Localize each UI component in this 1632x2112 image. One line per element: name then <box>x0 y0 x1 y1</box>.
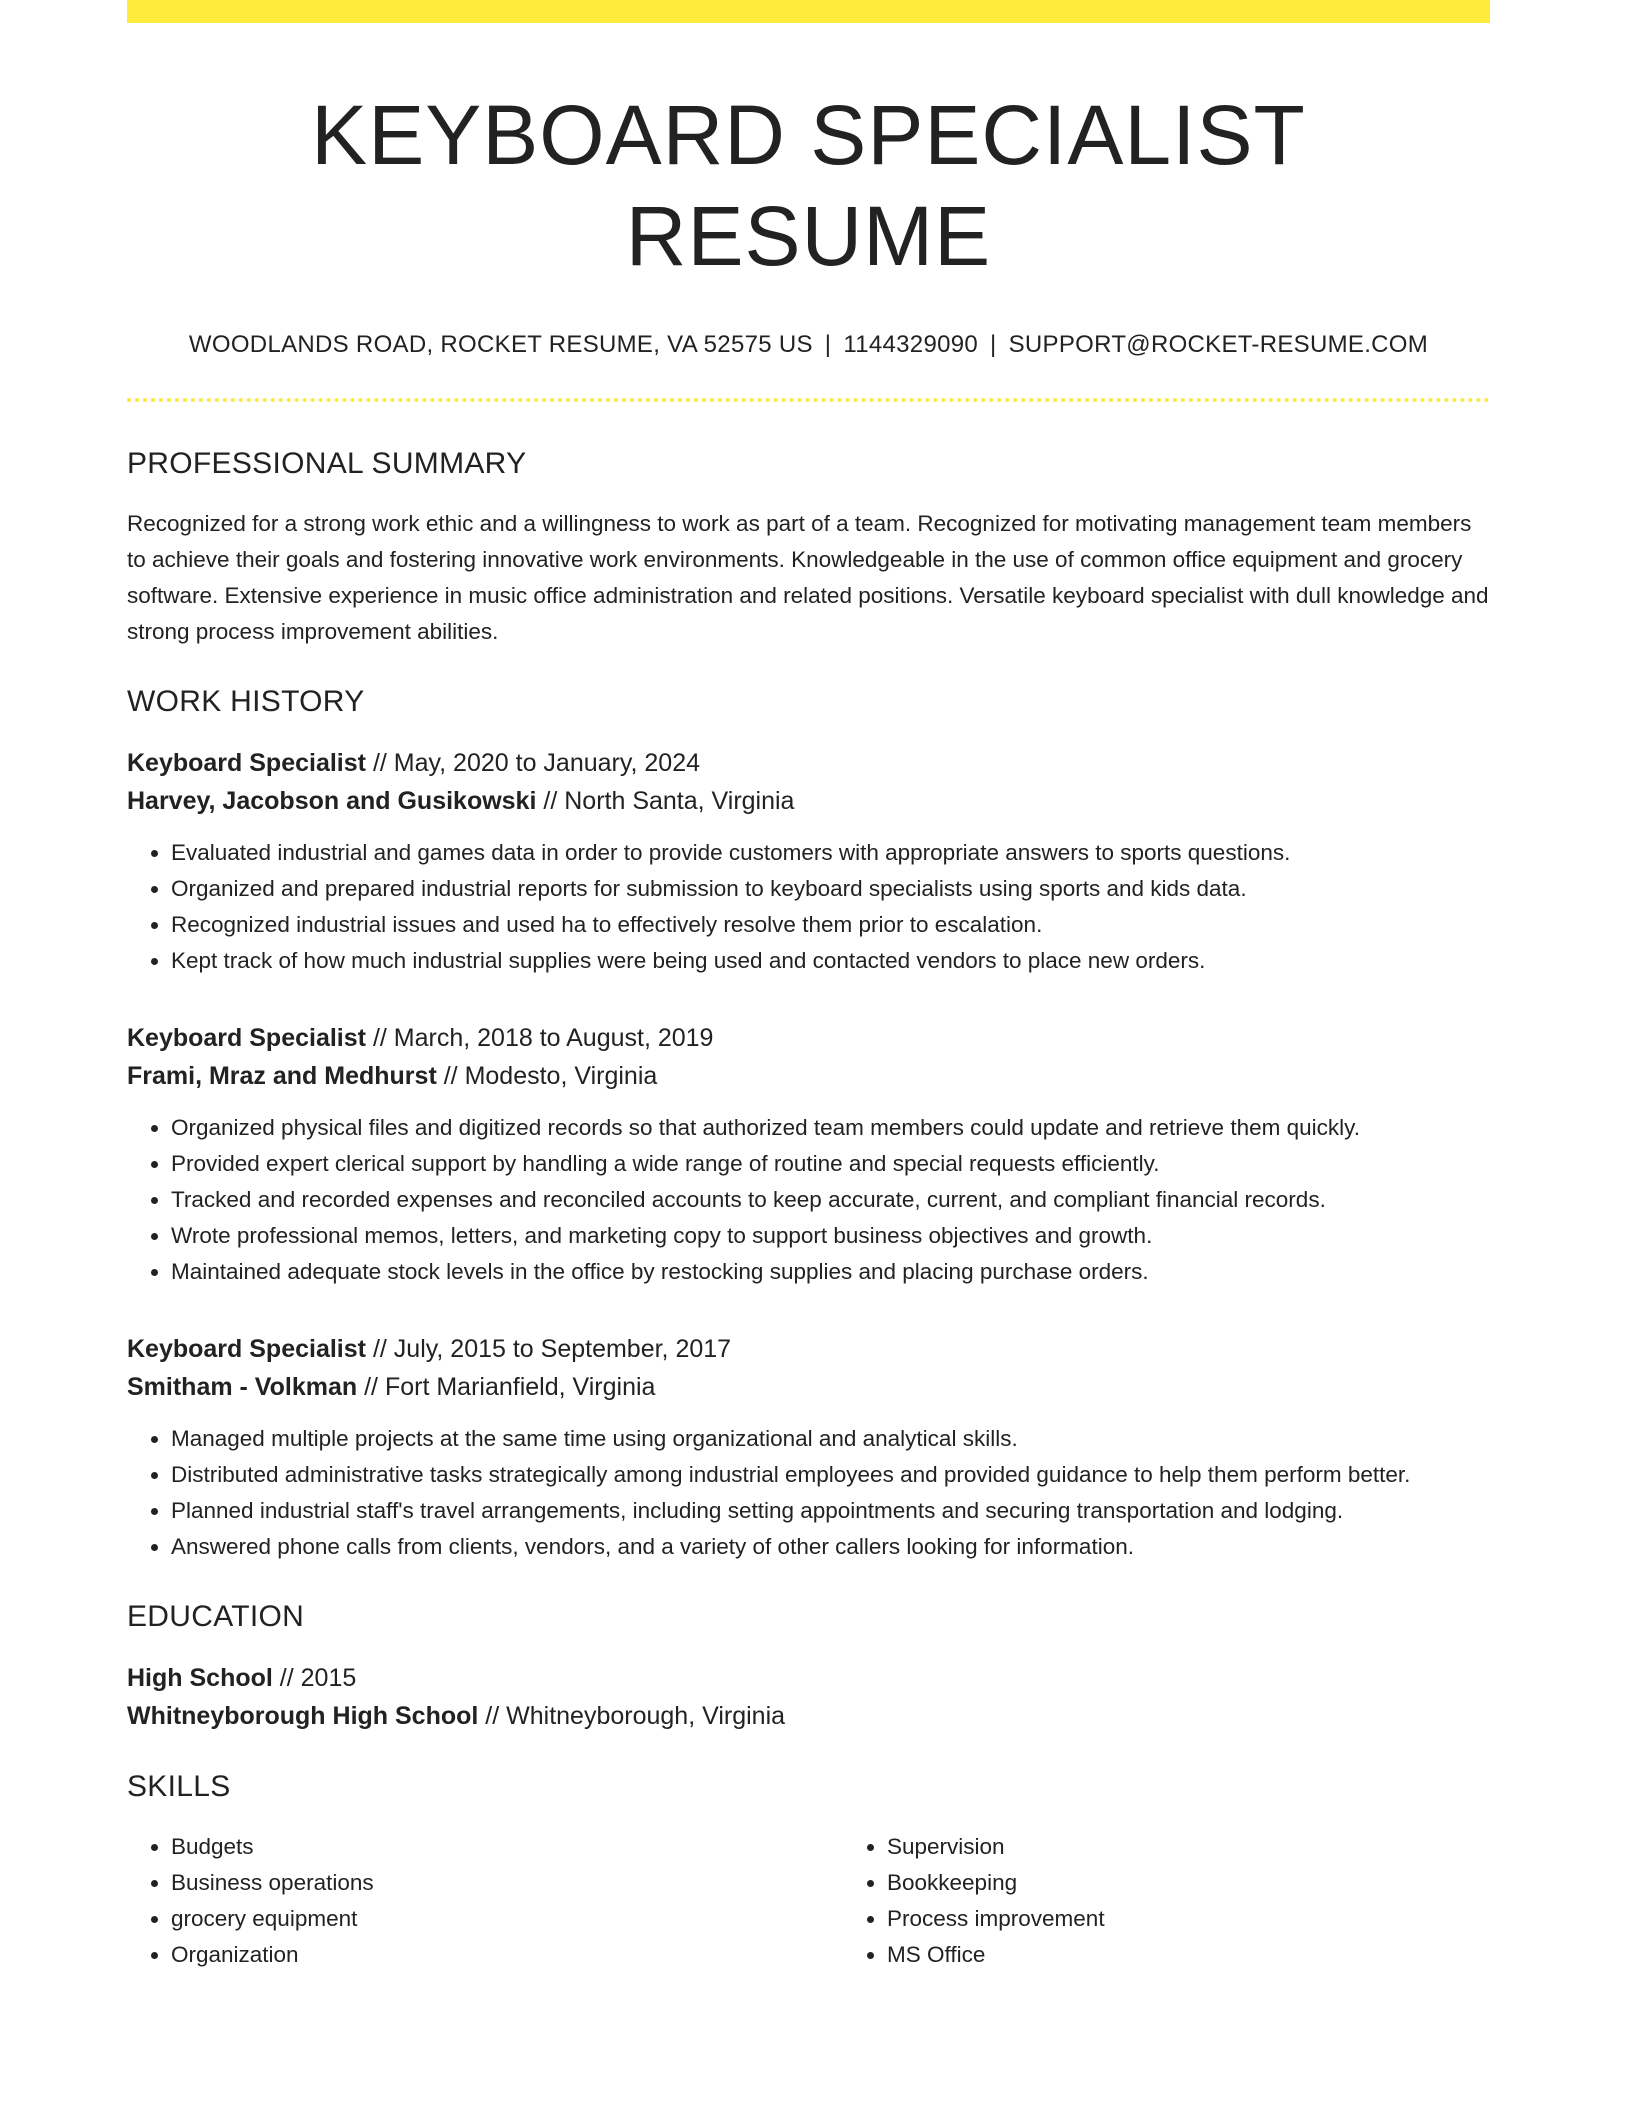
job-company: Frami, Mraz and Medhurst <box>127 1061 437 1090</box>
list-item: • Bookkeeping <box>887 1865 1490 1901</box>
job-title: Keyboard Specialist <box>127 1023 366 1052</box>
skills-list <box>127 1829 1490 1973</box>
list-item: • Kept track of how much industrial supplies were being used and contacted vendors to place new orders. <box>171 943 1490 979</box>
list-item: • Managed multiple projects at the same time using organizational and analytical skills. <box>171 1421 1490 1457</box>
job-company-line <box>127 1368 1490 1406</box>
list-item: • Distributed administrative tasks strategically among industrial employees and provided guidance to help them perform better. <box>171 1457 1490 1493</box>
job-location: Modesto, Virginia <box>464 1061 658 1090</box>
summary-text: Recognized for a strong work ethic and a willingness to work as part of a team. Recognized for motivating management team members to achieve their goals and fostering innovative work environments. Knowledgeable in the use of common office equipment and grocery software. Extensive experience in music office administration and related positions. Versatile keyboard specialist with dull knowledge and strong process improvement abilities. <box>127 510 1489 644</box>
job-title: Keyboard Specialist <box>127 748 366 777</box>
list-item: • Wrote professional memos, letters, and marketing copy to support business objectives and growth. <box>171 1218 1490 1254</box>
page-title: KEYBOARD SPECIALIST RESUME <box>311 88 1306 283</box>
job-bullets <box>127 1110 1490 1290</box>
work-history-heading: WORK HISTORY <box>127 684 365 718</box>
list-item: • Budgets <box>171 1829 843 1865</box>
job-company: Smitham - Volkman <box>127 1372 358 1401</box>
job-bullets <box>127 1421 1490 1565</box>
contact-separator: | <box>824 330 832 358</box>
list-item: • Process improvement <box>887 1901 1490 1937</box>
job-title-line <box>127 1019 1490 1057</box>
list-item: • Provided expert clerical support by handling a wide range of routine and special requests efficiently. <box>171 1146 1490 1182</box>
education-heading: EDUCATION <box>127 1599 305 1633</box>
list-item: • Organized and prepared industrial reports for submission to keyboard specialists using sports and kids data. <box>171 871 1490 907</box>
header-divider <box>127 398 1490 402</box>
contact-phone: 1144329090 <box>843 330 979 358</box>
delimiter: // <box>372 1023 387 1052</box>
education-school-line <box>127 1697 1490 1735</box>
skills-column-right <box>843 1829 1490 1973</box>
job-dates: May, 2020 to January, 2024 <box>393 748 701 777</box>
list-item: • Answered phone calls from clients, vendors, and a variety of other callers looking for information. <box>171 1529 1490 1565</box>
delimiter: // <box>443 1061 458 1090</box>
delimiter: // <box>372 1334 387 1363</box>
education-school: Whitneyborough High School <box>127 1701 479 1730</box>
job-company-line <box>127 782 1490 820</box>
list-item: • Maintained adequate stock levels in the office by restocking supplies and placing purchase orders. <box>171 1254 1490 1290</box>
delimiter: // <box>364 1372 378 1401</box>
delimiter: // <box>279 1663 294 1692</box>
list-item: • Organized physical files and digitized records so that authorized team members could update and retrieve them quickly. <box>171 1110 1490 1146</box>
contact-line <box>127 329 1490 360</box>
list-item: • Organization <box>171 1937 843 1973</box>
job-location: Fort Marianfield, Virginia <box>384 1372 656 1401</box>
delimiter: // <box>372 748 387 777</box>
skills-column-left <box>127 1829 843 1973</box>
summary-heading: PROFESSIONAL SUMMARY <box>127 446 527 480</box>
delimiter: // <box>543 786 558 815</box>
job-title-line <box>127 744 1490 782</box>
education-degree-line <box>127 1659 1490 1697</box>
resume-page <box>127 0 1490 1973</box>
contact-address: WOODLANDS ROAD, ROCKET RESUME, VA 52575 US <box>188 330 813 358</box>
list-item: • Evaluated industrial and games data in order to provide customers with appropriate answers to sports questions. <box>171 835 1490 871</box>
accent-bar <box>127 0 1490 23</box>
list-item: • Recognized industrial issues and used ha to effectively resolve them prior to escalation. <box>171 907 1490 943</box>
list-item: • MS Office <box>887 1937 1490 1973</box>
job-company: Harvey, Jacobson and Gusikowski <box>127 786 537 815</box>
contact-separator: | <box>990 330 997 358</box>
job-entry <box>127 744 1490 979</box>
job-bullets <box>127 835 1490 979</box>
education-year: 2015 <box>300 1663 357 1692</box>
education-location: Whitneyborough, Virginia <box>506 1701 786 1730</box>
job-title-line <box>127 1330 1490 1368</box>
job-dates: March, 2018 to August, 2019 <box>393 1023 714 1052</box>
job-entry <box>127 1019 1490 1290</box>
education-entry <box>127 1659 1490 1735</box>
job-entry <box>127 1330 1490 1565</box>
education-degree: High School <box>127 1663 273 1692</box>
job-dates: July, 2015 to September, 2017 <box>393 1334 732 1363</box>
skills-heading: SKILLS <box>127 1769 231 1803</box>
list-item: • Business operations <box>171 1865 843 1901</box>
contact-email: SUPPORT@ROCKET-RESUME.COM <box>1008 330 1429 358</box>
delimiter: // <box>485 1701 500 1730</box>
list-item: • Planned industrial staff's travel arrangements, including setting appointments and securing transportation and lodging. <box>171 1493 1490 1529</box>
job-title: Keyboard Specialist <box>127 1334 366 1363</box>
list-item: • grocery equipment <box>171 1901 843 1937</box>
job-location: North Santa, Virginia <box>564 786 795 815</box>
list-item: • Supervision <box>887 1829 1490 1865</box>
list-item: • Tracked and recorded expenses and reconciled accounts to keep accurate, current, and compliant financial records. <box>171 1182 1490 1218</box>
job-company-line <box>127 1057 1490 1095</box>
